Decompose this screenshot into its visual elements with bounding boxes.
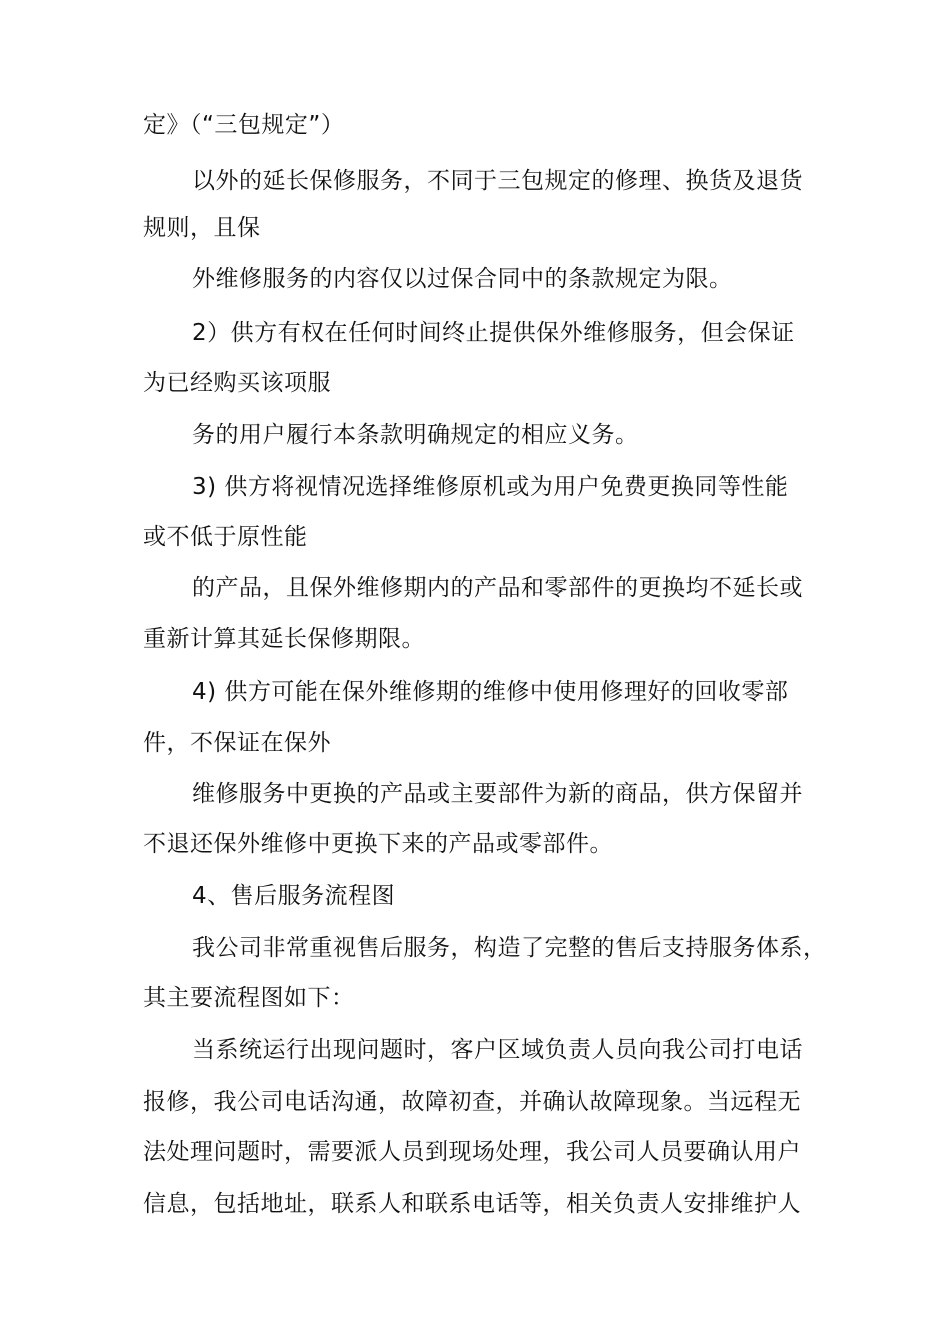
text-line: 报修，我公司电话沟通，故障初查，并确认故障现象。当远程无 bbox=[143, 1089, 801, 1115]
text-line: 3) 供方将视情况选择维修原机或为用户免费更换同等性能 bbox=[192, 474, 789, 500]
text-line: 4) 供方可能在保外维修期的维修中使用修理好的回收零部 bbox=[192, 679, 789, 705]
text-line: 维修服务中更换的产品或主要部件为新的商品，供方保留并 bbox=[192, 781, 803, 807]
text-line: 规则，且保 bbox=[143, 215, 261, 241]
text-line: 外维修服务的内容仅以过保合同中的条款规定为限。 bbox=[192, 266, 733, 292]
text-line: 的产品，且保外维修期内的产品和零部件的更换均不延长或 bbox=[192, 575, 803, 601]
text-line: 件，不保证在保外 bbox=[143, 730, 331, 756]
text-line: 以外的延长保修服务，不同于三包规定的修理、换货及退货 bbox=[192, 168, 803, 194]
text-line: 信息，包括地址，联系人和联系电话等，相关负责人安排维护人 bbox=[143, 1191, 801, 1217]
text-line: 其主要流程图如下： bbox=[143, 985, 355, 1011]
text-line: 当系统运行出现问题时，客户区域负责人员向我公司打电话 bbox=[192, 1037, 803, 1063]
text-line: 重新计算其延长保修期限。 bbox=[143, 626, 425, 652]
text-line: 不退还保外维修中更换下来的产品或零部件。 bbox=[143, 831, 613, 857]
text-line: 2）供方有权在任何时间终止提供保外维修服务，但会保证 bbox=[192, 320, 795, 346]
text-line: 定》（“三包规定”） bbox=[143, 112, 345, 138]
text-line: 或不低于原性能 bbox=[143, 524, 308, 550]
text-line: 我公司非常重视售后服务，构造了完整的售后支持服务体系， bbox=[192, 935, 827, 961]
section-heading: 4、售后服务流程图 bbox=[192, 883, 396, 909]
text-line: 为已经购买该项服 bbox=[143, 370, 331, 396]
text-line: 法处理问题时，需要派人员到现场处理，我公司人员要确认用户 bbox=[143, 1139, 801, 1165]
text-line: 务的用户履行本条款明确规定的相应义务。 bbox=[192, 422, 639, 448]
